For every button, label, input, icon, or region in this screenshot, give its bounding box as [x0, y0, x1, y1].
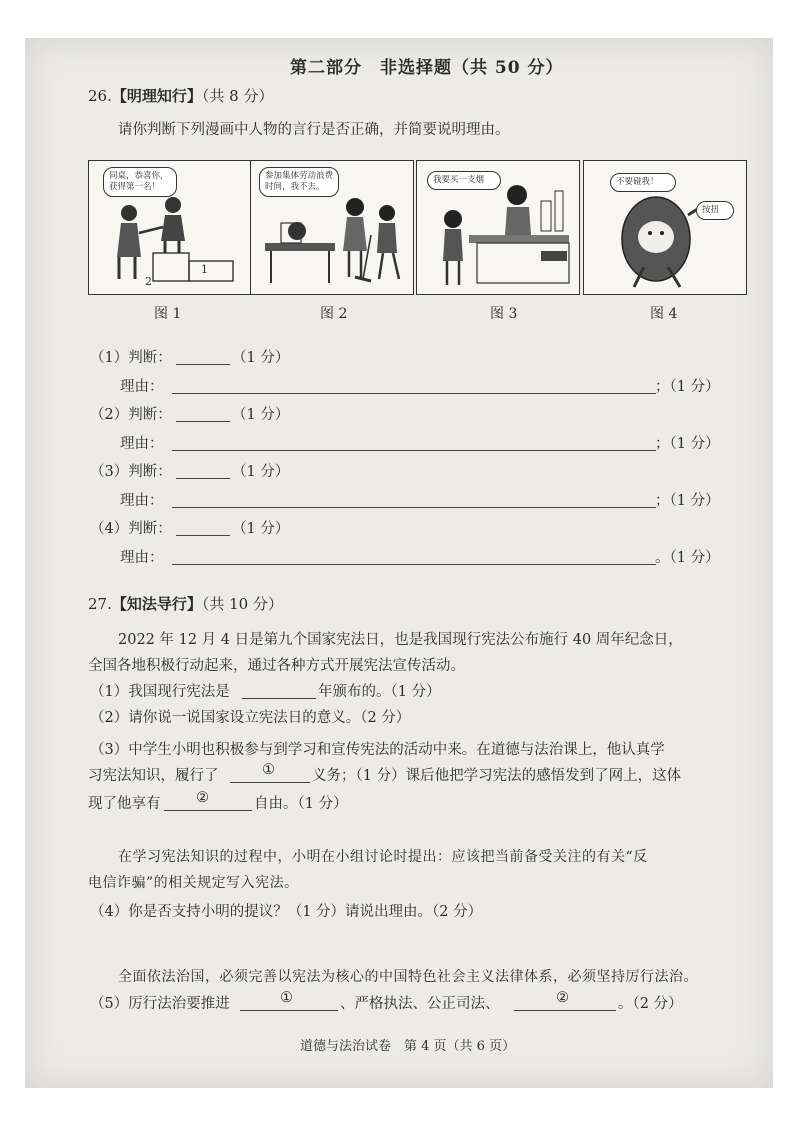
podium-rank-2: 2 — [145, 275, 152, 288]
speech-bubble-2: 参加集体劳动浪费时间，我不去。 — [259, 167, 339, 197]
q27-sub1-blank[interactable] — [242, 698, 316, 699]
podium-rank-1: 1 — [201, 263, 208, 276]
comic-panel-4 — [583, 160, 747, 295]
q26-item4-judge-score: （1 分） — [232, 521, 290, 537]
q27-sub3-blank1[interactable] — [230, 782, 310, 783]
q27-sub1-prefix: （1）我国现行宪法是 — [90, 684, 230, 700]
q26-item1-reason-end: ；（1 分） — [655, 379, 720, 395]
speech-bubble-1: 同桌，恭喜你，获得第一名！ — [103, 167, 177, 197]
q27-material2-line1: 在学习宪法知识的过程中，小明在小组讨论时提出：应该把当前备受关注的有关“反 — [118, 849, 648, 865]
q26-item4-judge-label: （4）判断： — [90, 521, 172, 537]
q27-intro-line1: 2022 年 12 月 4 日是第九个国家宪法日，也是我国现行宪法公布施行 40 周年纪念日， — [118, 632, 683, 648]
q27-score: （共 10 分） — [201, 595, 283, 613]
q26-instruction: 请你判断下列漫画中人物的言行是否正确，并简要说明理由。 — [118, 122, 510, 138]
speech-bubble-4b: 按扭 — [696, 201, 734, 220]
q27-sub5-suffix: 。（2 分） — [618, 996, 683, 1012]
q26-item1-judge-score: （1 分） — [232, 350, 290, 366]
q26-heading — [88, 85, 273, 106]
section-title: 第二部分 非选择题（共 50 分） — [290, 58, 564, 78]
speech-bubble-4: 不要碰我！ — [610, 173, 676, 192]
q26-item3-judge-blank[interactable] — [176, 478, 230, 479]
q26-item4-judge-blank[interactable] — [176, 535, 230, 536]
egg-character-illustration — [584, 161, 746, 294]
speech-bubble-3: 我要买一支烟 — [427, 171, 501, 190]
q27-sub3-line1: （3）中学生小明也积极参与到学习和宣传宪法的活动中来。在道德与法治课上，他认真学 — [90, 742, 665, 758]
q27-sub3-blank2-marker: ② — [196, 790, 209, 806]
q27-sub3-blank2[interactable] — [164, 810, 252, 811]
figure-caption-3: 图 3 — [490, 306, 518, 322]
q26-item3-judge-score: （1 分） — [232, 464, 290, 480]
figure-caption-2: 图 2 — [320, 306, 348, 322]
q26-number: 26. — [88, 87, 112, 105]
q26-tag: 【明理知行】 — [111, 87, 202, 105]
q26-item4-reason-blank[interactable] — [172, 564, 656, 565]
q26-item4-reason-end: 。（1 分） — [655, 550, 720, 566]
q27-sub5-prefix: （5）厉行法治要推进 — [90, 996, 230, 1012]
shop-illustration — [417, 161, 579, 294]
q26-item1-judge-label: （1）判断： — [90, 350, 172, 366]
q26-item2-reason-end: ；（1 分） — [655, 436, 720, 452]
q27-sub5-middle: 、严格执法、公正司法、 — [340, 996, 500, 1012]
q27-heading — [88, 593, 283, 614]
q27-tag: 【知法导行】 — [111, 595, 202, 613]
page-footer: 道德与法治试卷 第 4 页（共 6 页） — [300, 1039, 516, 1054]
q27-intro-line2: 全国各地积极行动起来，通过各种方式开展宪法宣传活动。 — [88, 658, 465, 674]
podium-illustration — [89, 161, 251, 294]
q26-item2-reason-blank[interactable] — [172, 450, 656, 451]
q27-sub3-line3-suffix: 自由。（1 分） — [254, 796, 348, 812]
comic-panel-1 — [88, 160, 252, 295]
q27-material2-line2: 电信诈骗”的相关规定写入宪法。 — [88, 875, 299, 891]
q26-item4-reason-label: 理由： — [120, 550, 164, 566]
q26-item1-reason-label: 理由： — [120, 379, 164, 395]
q27-sub5-blank2-marker: ② — [556, 990, 569, 1006]
q26-item1-judge-blank[interactable] — [176, 364, 230, 365]
q27-sub3-line2-prefix: 习宪法知识，履行了 — [88, 768, 219, 784]
comic-panel-2 — [250, 160, 414, 295]
comic-panel-3 — [416, 160, 580, 295]
q26-item2-reason-label: 理由： — [120, 436, 164, 452]
q27-sub1-suffix: 年颁布的。（1 分） — [318, 684, 441, 700]
figure-caption-4: 图 4 — [650, 306, 678, 322]
q27-sub5-blank2[interactable] — [514, 1010, 616, 1011]
q26-score: （共 8 分） — [201, 87, 274, 105]
q26-item3-reason-blank[interactable] — [172, 507, 656, 508]
q27-sub3-line3-prefix: 现了他享有 — [88, 796, 161, 812]
q26-item3-reason-end: ；（1 分） — [655, 493, 720, 509]
q27-material3: 全面依法治国，必须完善以宪法为核心的中国特色社会主义法律体系，必须坚持厉行法治。 — [118, 969, 698, 985]
cleaning-illustration — [251, 161, 413, 294]
q26-item1-reason-blank[interactable] — [172, 393, 656, 394]
q26-item2-judge-score: （1 分） — [232, 407, 290, 423]
q27-sub3-line2-suffix: 义务；（1 分）课后他把学习宪法的感悟发到了网上，这体 — [312, 768, 682, 784]
q27-sub5-blank1-marker: ① — [280, 990, 293, 1006]
figure-caption-1: 图 1 — [154, 306, 182, 322]
q26-item3-judge-label: （3）判断： — [90, 464, 172, 480]
q27-sub3-blank1-marker: ① — [262, 762, 275, 778]
q27-sub4: （4）你是否支持小明的提议？（1 分）请说出理由。（2 分） — [90, 904, 483, 920]
q26-item2-judge-label: （2）判断： — [90, 407, 172, 423]
q26-item3-reason-label: 理由： — [120, 493, 164, 509]
q27-sub5-blank1[interactable] — [240, 1010, 338, 1011]
q27-sub2: （2）请你说一说国家设立宪法日的意义。（2 分） — [90, 710, 411, 726]
q27-number: 27. — [88, 595, 112, 613]
q26-item2-judge-blank[interactable] — [176, 421, 230, 422]
